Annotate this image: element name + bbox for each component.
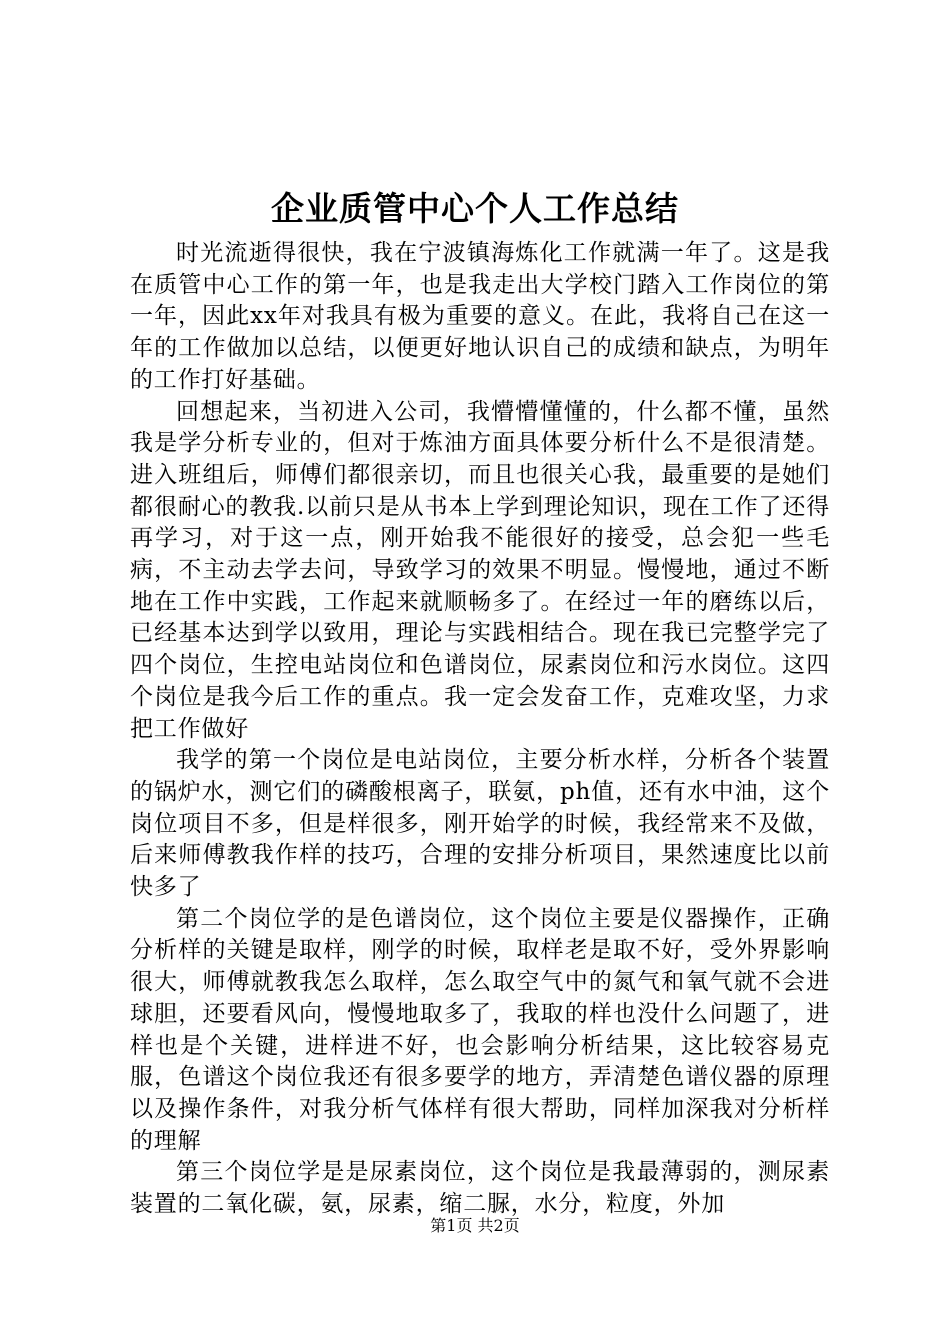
paragraph-5: 第三个岗位学是是尿素岗位，这个岗位是我最薄弱的，测尿素装置的二氧化碳，氨，尿素，缩二脲，水分，粒度，外加	[130, 1159, 830, 1218]
paragraph-2: 回想起来，当初进入公司，我懵懵懂懂的，什么都不懂，虽然我是学分析专业的，但对于炼油方面具体要分析什么不是很清楚。进入班组后，师傅们都很亲切，而且也很关心我，最重要的是她们都很耐心的教我.以前只是从书本上学到理论知识，现在工作了还得再学习，对于这一点，刚开始我不能很好的接受，总会犯一些毛病，不主动去学去问，导致学习的效果不明显。慢慢地，通过不断地在工作中实践，工作起来就顺畅多了。在经过一年的磨练以后，已经基本达到学以致用，理论与实践相结合。现在我已完整学完了四个岗位，生控电站岗位和色谱岗位，尿素岗位和污水岗位。这四个岗位是我今后工作的重点。我一定会发奋工作，克难攻坚，力求把工作做好	[130, 398, 830, 742]
document-title: 企业质管中心个人工作总结	[271, 189, 679, 228]
document-body	[130, 238, 830, 1221]
paragraph-3: 我学的第一个岗位是电站岗位，主要分析水样，分析各个装置的锅炉水，测它们的磷酸根离子，联氨，ph值，还有水中油，这个岗位项目不多，但是样很多，刚开始学的时候，我经常来不及做，后来师傅教我作样的技巧，合理的安排分析项目，果然速度比以前快多了	[130, 747, 830, 901]
page-footer: 第1页 共2页	[430, 1216, 520, 1235]
paragraph-1: 时光流逝得很快，我在宁波镇海炼化工作就满一年了。这是我在质管中心工作的第一年，也是我走出大学校门踏入工作岗位的第一年，因此xx年对我具有极为重要的意义。在此，我将自己在这一年的工作做加以总结，以便更好地认识自己的成绩和缺点，为明年的工作打好基础。	[130, 240, 830, 393]
paragraph-4: 第二个岗位学的是色谱岗位，这个岗位主要是仪器操作，正确分析样的关键是取样，刚学的时候，取样老是取不好，受外界影响很大，师傅就教我怎么取样，怎么取空气中的氮气和氧气就不会进球胆，还要看风向，慢慢地取多了，我取的样也没什么问题了，进样也是个关键，进样进不好，也会影响分析结果，这比较容易克服，色谱这个岗位我还有很多要学的地方，弄清楚色谱仪器的原理以及操作条件，对我分析气体样有很大帮助，同样加深我对分析样的理解	[130, 905, 830, 1154]
